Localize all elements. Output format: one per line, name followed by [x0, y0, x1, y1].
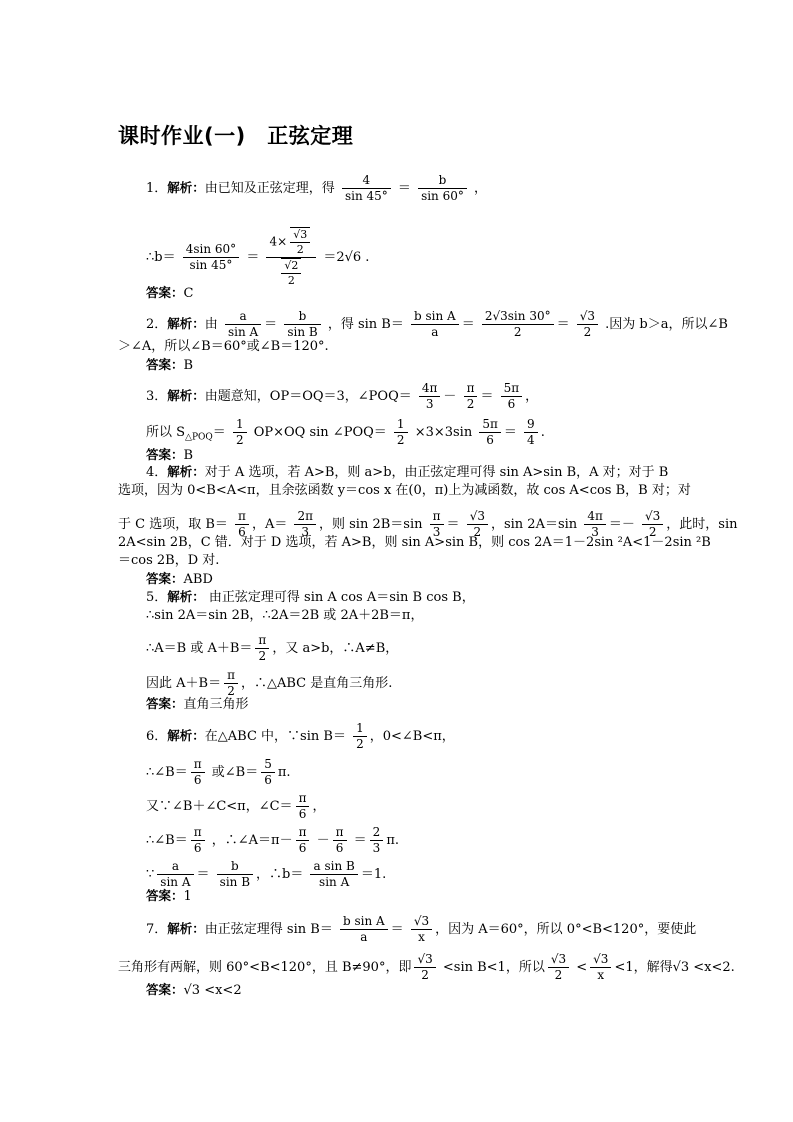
p6-line3: 又∵∠B＋∠C<π，∠C＝ $\frac{\pi}{6}$ ，	[146, 791, 326, 821]
p6-line5: ∵ $\frac{a}{\text{sin A}}$ ＝ $\frac{b}{\text{sin B}}$ ，∴b＝ $\frac{\text{a sin B}}{\text{sin A}}$ ＝1.	[146, 859, 387, 889]
answer-label: 答案：	[146, 285, 184, 300]
compound-fraction: 4× $\frac{√3}{2}$ $\frac{√2}{2}$	[266, 227, 316, 288]
p2-line2: ＞∠A，所以∠B＝60°或∠B＝120°.	[118, 339, 329, 354]
p4-line4: 2A<sin 2B，C 错．对于 D 选项，若 A>B，则 sin A>sin B，则 cos 2A＝1－2sin ²A<1－2sin ²B	[118, 535, 711, 550]
p4-line5: ＝cos 2B，D 对.	[118, 553, 220, 568]
p6-line2: ∴∠B＝ $\frac{\pi}{6}$ 或∠B＝ $\frac{5}{6}$ π.	[146, 757, 291, 787]
p6-line1: 6．解析：在△ABC 中，∵sin B＝ $\frac{1}{2}$ ，0<∠B<π，	[146, 721, 455, 751]
p5-line3: ∴A＝B 或 A＋B＝ $\frac{\pi}{2}$ ，又 a>b，∴A≠B，	[146, 633, 399, 663]
p6-answer: 答案：1	[146, 888, 192, 904]
fraction: $\frac{4\sin 60^\circ}{\sin 45^\circ}$	[183, 242, 239, 273]
analysis-label: 解析：	[167, 180, 205, 195]
p5-line4: 因此 A＋B＝ $\frac{\pi}{2}$ ，∴△ABC 是直角三角形.	[146, 668, 393, 698]
p2-line1: 2．解析：由 $\frac{a}{\text{sin A}}$ ＝ $\frac{b}{\text{sin B}}$ ，得 sin B＝ $\frac{\text{b sin A}}{a}$ ＝ $\frac{2√3\sin 30^\circ}{2}$ ＝ $\frac{√3}{2}$ .因为 b＞a，所以∠B	[146, 309, 728, 339]
p5-line2: ∴sin 2A＝sin 2B，∴2A＝2B 或 2A＋2B＝π，	[146, 608, 424, 623]
problem-number: 1．	[146, 181, 168, 196]
p7-line1: 7．解析：由正弦定理得 sin B＝ $\frac{\text{b sin A}}{a}$ ＝ $\frac{√3}{x}$ ，因为 A＝60°，所以 0°<B<120°，要使此	[146, 914, 697, 944]
page-title: 课时作业(一) 正弦定理	[118, 124, 354, 148]
p5-answer: 答案：直角三角形	[146, 696, 249, 712]
p4-line2: 选项，因为 0<B<A<π，且余弦函数 y＝cos x 在(0，π)上为减函数，故 cos A<cos B，B 对；对	[118, 483, 691, 498]
p3-answer: 答案：B	[146, 447, 194, 463]
fraction: $\frac{b}{\sin 60^\circ}$	[418, 173, 467, 204]
p2-answer: 答案：B	[146, 357, 194, 373]
p1-answer: 答案：C	[146, 285, 194, 301]
p3-line1: 3．解析：由题意知，OP＝OQ＝3，∠POQ＝ $\frac{4\pi}{3}$ － $\frac{\pi}{2}$ ＝ $\frac{5\pi}{6}$ ，	[146, 381, 539, 411]
fraction: $\frac{4}{\sin 45^\circ}$	[342, 173, 391, 204]
p4-answer: 答案：ABD	[146, 571, 213, 587]
p7-line2: 三角形有两解，则 60°<B<120°，且 B≠90°，即 $\frac{√3}{2}$ <sin B<1，所以 $\frac{√3}{2}$ < $\frac{√3}{x}$ <1，解得√3 <x<2.	[118, 952, 735, 982]
p7-answer: 答案：√3 <x<2	[146, 982, 242, 998]
p4-line1: 4．解析：对于 A 选项，若 A>B，则 a>b，由正弦定理可得 sin A>sin B，A 对；对于 B	[146, 464, 669, 480]
p4-line3: 于 C 选项，取 B＝ $\frac{\pi}{6}$ ，A＝ $\frac{2\pi}{3}$ ，则 sin 2B＝sin $\frac{\pi}{3}$ ＝ $\frac{√3}{2}$ ，sin 2A＝sin $\frac{4\pi}{3}$ ＝－ $\frac{√3}{2}$ ，此时，sin	[118, 509, 738, 539]
p3-line2: 所以 $S_{\triangle POQ}=$ $\frac{1}{2}$ OP×OQ sin ∠POQ＝ $\frac{1}{2}$ ×3×3sin $\frac{5\pi}{6}$ ＝ $\frac{9}{4}$ .	[146, 417, 545, 447]
p5-line1: 5．解析： 由正弦定理可得 sin A cos A＝sin B cos B，	[146, 589, 475, 605]
p6-line4: ∴∠B＝ $\frac{\pi}{6}$ ，∴∠A＝π－ $\frac{\pi}{6}$ － $\frac{\pi}{6}$ ＝ $\frac{2}{3}$ π.	[146, 825, 399, 855]
p1-line1: 1．解析：由已知及正弦定理，得 $\frac{4}{\sin 45^\circ}$ ＝ $\frac{b}{\sin 60^\circ}$ ，	[146, 173, 488, 203]
p1-line2: ∴b＝ $\frac{4\sin 60^\circ}{\sin 45^\circ}$ ＝ 4× $\frac{√3}{2}$ $\frac{√2}{2}$ ＝2√6 .	[146, 228, 370, 287]
